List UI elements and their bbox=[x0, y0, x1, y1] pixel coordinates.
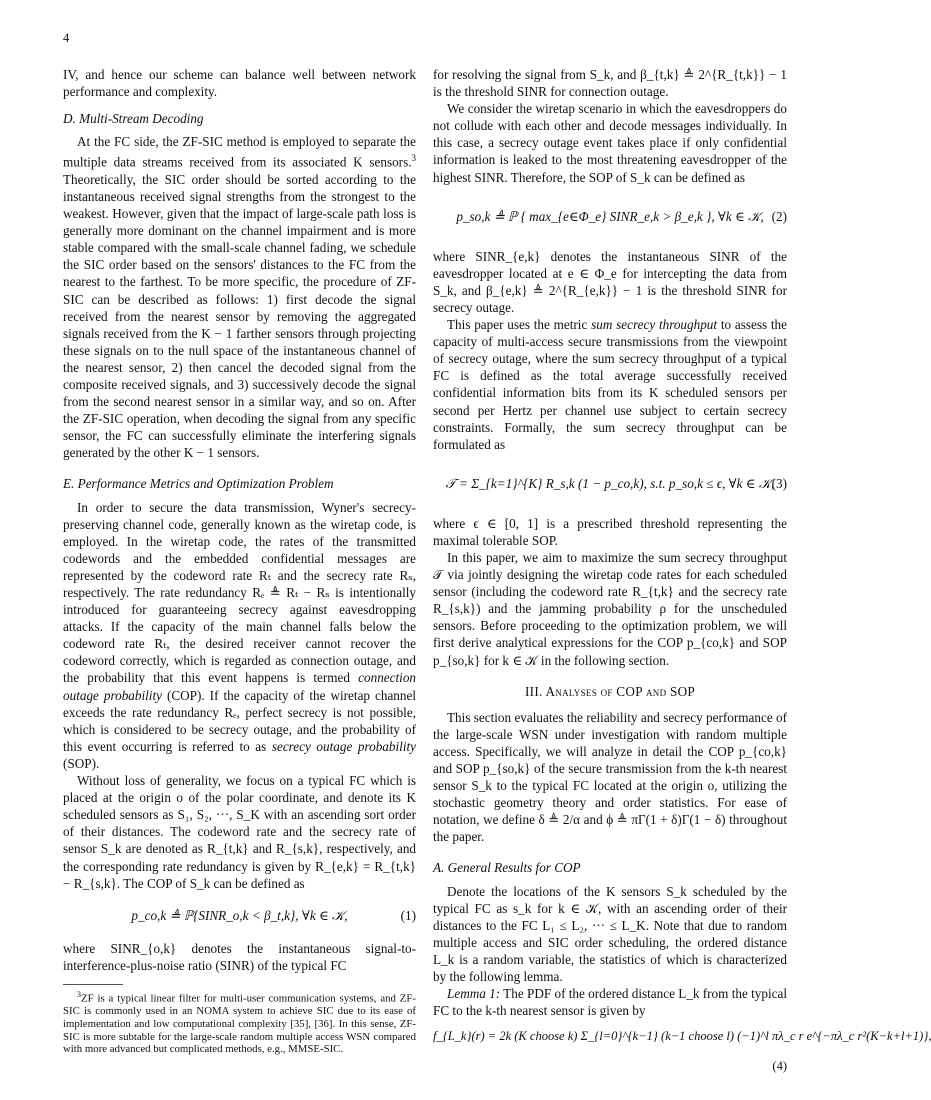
term-sum-secrecy-throughput: sum secrecy throughput bbox=[591, 317, 718, 333]
section-heading-a: A. General Results for COP bbox=[433, 860, 581, 876]
term-cop: connection outage probability bbox=[63, 670, 417, 703]
paragraph-section-iii-intro: This section evaluates the reliability and secrecy performance of the large-scale WSN under investigation with random multiple access. Specifically, we will analyze in detail the COP p_{co,k} and SOP p_{so,k} of the secure transmission from the k-th nearest sensor S_k to the typical FC located at the origin o, utilizing the stochastic geometry theory and order statistics. For ease of notation, we define δ ≜ 2/α and ϕ ≜ πΓ(1 + δ)Γ(1 − δ) throughout the paper. bbox=[433, 709, 787, 845]
equation-3-number: (3) bbox=[771, 475, 787, 491]
right-column bbox=[433, 66, 931, 1083]
footnote-mark: 3 bbox=[77, 989, 81, 999]
paragraph-wiretap-code: In order to secure the data transmission, Wyner's secrecy-preserving channel code, generally known as the wiretap code, is employed. In the wiretap code, the rates of the transmitted codewords and the embedded confidential messages are represented by the codeword rate Rₜ and the secrecy rate Rₛ, respectively. The rate redundancy Rₑ ≜ Rₜ − Rₛ is intentionally introduced for guaranteeing secrecy against eavesdropping attacks. If the capacity of the main channel falls below the codeword rate Rₜ, the desired receiver cannot recover the codeword correctly, which is regarded as connection outage, and the probability that this event happens is termed connection outage probability (COP). If the capacity of the wiretap channel exceeds the rate redundancy Rₑ, perfect secrecy is not possible, which is considered to be secrecy outage, and the probability of this event occurring is referred to as secrecy outage probability (SOP). bbox=[63, 499, 417, 771]
equation-2-body: p_so,k ≜ ℙ { max_{e∈Φ_e} SINR_e,k > β_e,k }, ∀k ∈ 𝒦, bbox=[456, 208, 764, 224]
paragraph-eavesdropper-sinr: where SINR_{e,k} denotes the instantaneous SINR of the eavesdropper located at e ∈ Φ_e for intercepting the data from S_k, and β_{e,k} ≜ 2^{R_{e,k}} − 1 is the threshold SINR for secrecy outage. bbox=[433, 248, 787, 315]
equation-1-number: (1) bbox=[400, 907, 416, 923]
equation-3 bbox=[433, 459, 787, 509]
footnote-3: $^3$ZF is a typical linear filter for multi-user communication systems, and ZF-SIC is commonly used in an NOMA system to achieve SIC due to its ease of implementation and low computational complexity [35], [36]. In this sense, ZF-SIC is more subtable for the large-scale random multiple access WSN compared with more advanced but complicated methods, e.g., MMSE-SIC. bbox=[63, 989, 416, 1056]
equation-2 bbox=[433, 192, 787, 242]
paragraph-aim: In this paper, we aim to maximize the sum secrecy throughput 𝒯 via jointly designing the wiretap code rates for each scheduled sensor (including the codeword rate R_{t,k} and the secrecy rate R_{s,k}) and the jamming probability ρ for the unscheduled sensors. Before proceeding to the optimization problem, we will first derive analytical expressions for the COP p_{co,k} and SOP p_{so,k} for k ∈ 𝒦 in the following section. bbox=[433, 549, 787, 668]
equation-1-body: p_co,k ≜ ℙ{SINR_o,k < β_t,k}, ∀k ∈ 𝒦, bbox=[131, 907, 348, 923]
section-heading-d: D. Multi-Stream Decoding bbox=[63, 111, 204, 127]
paragraph-lemma-1: Lemma 1: The PDF of the ordered distance L_k from the typical FC to the k-th nearest sensor is given by bbox=[433, 986, 787, 1019]
lemma-label: Lemma 1: bbox=[447, 986, 501, 1002]
section-heading-iii: III. Analyses of COP and SOP bbox=[524, 683, 696, 699]
paragraph-intro: IV, and hence our scheme can balance well between network performance and complexity. bbox=[63, 67, 416, 100]
equation-3-body: 𝒯 = Σ_{k=1}^{K} R_s,k (1 − p_co,k), s.t. p_so,k ≤ ϵ, ∀k ∈ 𝒦, bbox=[445, 475, 775, 491]
paragraph-wiretap-scenario: We consider the wiretap scenario in which the eavesdroppers do not collude with each other and decode messages individually. In this case, a secrecy outage event takes place if only confidential information is leaked to the most threatening eavesdropper of the highest SINR. Therefore, the SOP of S_k can be defined as bbox=[433, 101, 787, 185]
equation-4-number: (4) bbox=[772, 1059, 787, 1074]
footnote-reference: 3 bbox=[411, 153, 416, 164]
paragraph-sensor-locations: Denote the locations of the K sensors S_k scheduled by the typical FC as s_k for k ∈ 𝒦, with an ascending order of their distances to the FC L₁ ≤ L₂, ··· ≤ L_K. Note that due to random multiple access and SIC order scheduling, the ordered distance L_k is a random variable, the statistics of which is characterized by the following lemma. bbox=[433, 883, 787, 985]
equation-4-body: f_{L_k}(r) = 2k (K choose k) Σ_{l=0}^{k−1} (k−1 choose l) (−1)^l πλ_c r e^{−πλ_c r²(K−k+l+1)}, bbox=[433, 1029, 931, 1044]
equation-4 bbox=[433, 1025, 931, 1077]
paragraph-sinr-definition: where SINR_{o,k} denotes the instantaneous signal-to-interference-plus-noise ratio (SINR) of the typical FC bbox=[63, 940, 416, 973]
equation-2-number: (2) bbox=[771, 208, 787, 224]
left-column bbox=[63, 66, 416, 1056]
equation-1 bbox=[63, 898, 416, 934]
term-sop: secrecy outage probability bbox=[271, 738, 416, 754]
page-number: 4 bbox=[63, 31, 70, 45]
section-heading-e: E. Performance Metrics and Optimization Problem bbox=[63, 476, 334, 492]
footnote-rule bbox=[63, 984, 123, 985]
paragraph-sum-secrecy-throughput: This paper uses the metric sum secrecy throughput to assess the capacity of multi-access secure transmissions from the viewpoint of secrecy outage, where the sum secrecy throughput of a typical FC is defined as the total average successfully received confidential information bits from its K scheduled sensors per second per Hertz per channel use subject to certain secrecy constraints. Formally, the sum secrecy throughput can be formulated as bbox=[433, 317, 787, 452]
paragraph-zf-sic: At the FC side, the ZF-SIC method is employed to separate the multiple data streams received from its associated K sensors.$^3$ Theoretically, the SIC order should be sorted according to the instantaneous received signal strengths from the strongest to the weakest. However, given that the impact of large-scale path loss is generally more dominant on the channel impairment and is more stable compared with the small-scale channel fading, we schedule the SIC order based on the sensors' distances to the FC from the nearest to the farthest. To be more specific, the procedure of ZF-SIC can be described as follows: 1) first decode the signal received from the nearest sensor by removing the aggregated signals received from the K − 1 farther sensors through projecting these signals on to the null space of the instantaneous channel of the nearest sensor, 2) then cancel the decoded signal from the composite received signals, and 3) successively decode the signal from the second nearest sensor in a similar way, and so on. After the ZF-SIC operation, when decoding the signal from any specific sensor, the FC can successfully eliminate the interfering signals generated by the other K − 1 sensors. bbox=[63, 134, 416, 461]
paragraph-epsilon: where ϵ ∈ [0, 1] is a prescribed threshold representing the maximal tolerable SOP. bbox=[433, 515, 787, 548]
paragraph-typical-fc: Without loss of generality, we focus on a typical FC which is placed at the origin o of the polar coordinate, and denote its K scheduled sensors as S₁, S₂, ···, S_K with an ascending sort order of their distances. The codeword rate and the secrecy rate of sensor S_k are denoted as R_{t,k} and R_{s,k}, respectively, and the corresponding rate redundancy is given by R_{e,k} = R_{t,k} − R_{s,k}. The COP of S_k can be defined as bbox=[63, 773, 416, 891]
paragraph-threshold-sinr: for resolving the signal from S_k, and β_{t,k} ≜ 2^{R_{t,k}} − 1 is the threshold SINR for connection outage. bbox=[433, 67, 787, 100]
